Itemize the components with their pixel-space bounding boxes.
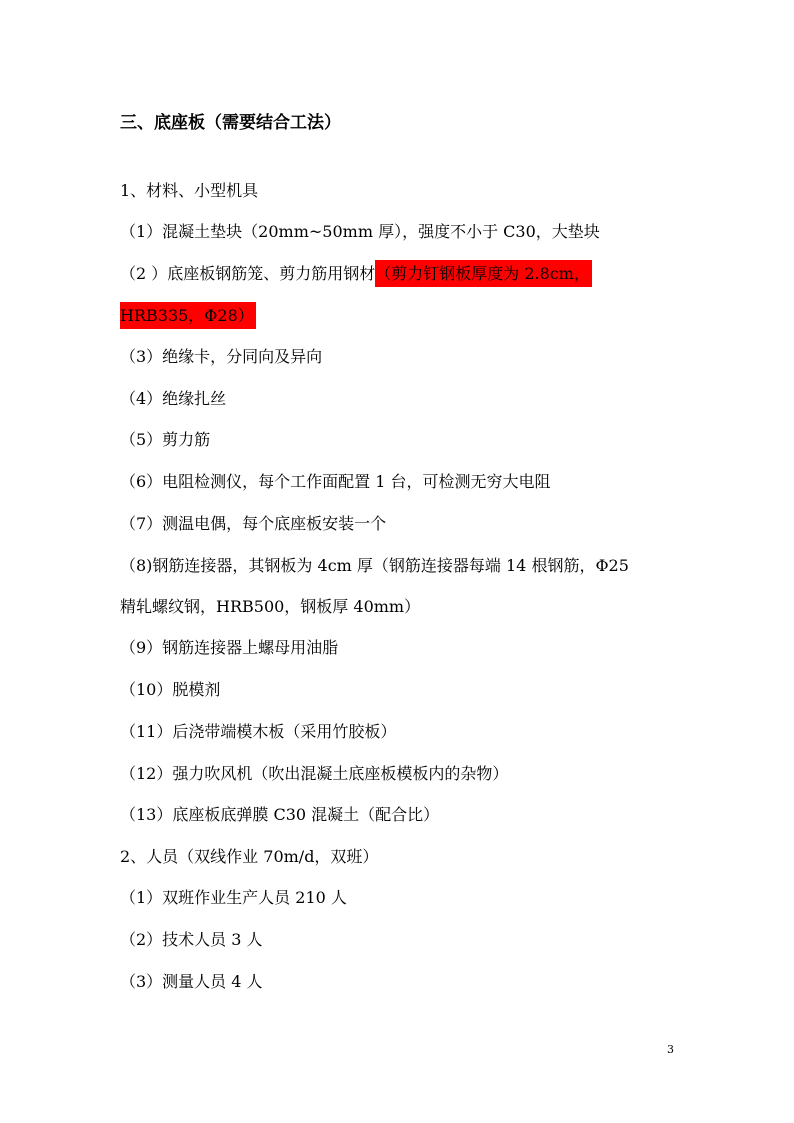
staff-item-3: （3）测量人员 4 人 — [120, 972, 263, 991]
list-item-1: （1）混凝土垫块（20mm~50mm 厚），强度不小于 C30，大垫块 — [120, 222, 600, 241]
list-item-10: （10）脱模剂 — [120, 680, 221, 699]
page-number: 3 — [667, 1043, 674, 1056]
staff-item-1: （1）双班作业生产人员 210 人 — [120, 888, 347, 907]
list-item-5: （5）剪力筋 — [120, 430, 211, 449]
section-heading: 三、底座板（需要结合工法） — [120, 113, 341, 133]
list-item-11: （11）后浇带端模木板（采用竹胶板） — [120, 722, 397, 741]
list-item-4: （4）绝缘扎丝 — [120, 389, 227, 408]
list-item-13: （13）底座板底弹膜 C30 混凝土（配合比） — [120, 805, 440, 824]
list-item-2-text: （2 ）底座板钢筋笼、剪力筋用钢材 — [120, 264, 376, 283]
list-item-2 — [120, 264, 592, 284]
list-item-7: （7）测温电偶，每个底座板安装一个 — [120, 514, 387, 533]
list-item-2-continued — [120, 306, 256, 326]
highlighted-text: HRB335，Φ28） — [120, 302, 256, 329]
list-item-3: （3）绝缘卡，分同向及异向 — [120, 347, 323, 366]
subsection-title-materials: 1、材料、小型机具 — [120, 181, 259, 200]
list-item-8: （8)钢筋连接器，其钢板为 4cm 厚（钢筋连接器每端 14 根钢筋，Φ25 — [120, 556, 629, 575]
list-item-12: （12）强力吹风机（吹出混凝土底座板模板内的杂物） — [120, 764, 509, 783]
highlighted-text: （剪力钉钢板厚度为 2.8cm， — [375, 260, 592, 287]
subsection-title-personnel: 2、人员（双线作业 70m/d，双班） — [120, 847, 379, 866]
list-item-6: （6）电阻检测仪，每个工作面配置 1 台，可检测无穷大电阻 — [120, 472, 551, 491]
staff-item-2: （2）技术人员 3 人 — [120, 930, 263, 949]
list-item-9: （9）钢筋连接器上螺母用油脂 — [120, 638, 339, 657]
list-item-8-continued: 精轧螺纹钢，HRB500，钢板厚 40mm） — [120, 597, 421, 616]
